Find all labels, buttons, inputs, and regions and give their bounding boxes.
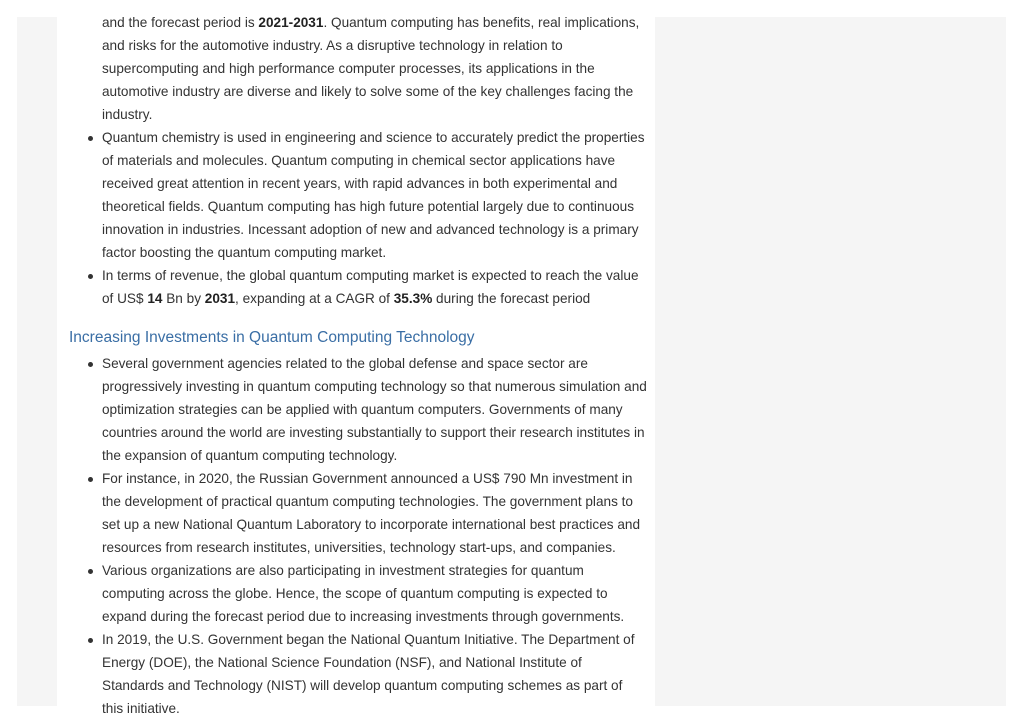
list-item-text: Quantum chemistry is used in engineering and science to accurately predict the properties of materials and molecules. Quantum computing in chemical sector applications have received great attention in recent years, with rapid advances in both experimental and theoretical fields. Quantum computing has high future potential largely due to continuous innovation in industries. Incessant adoption of new and advanced technology is a primary factor boosting the quantum computing market. (102, 130, 645, 260)
left-gutter (17, 17, 57, 706)
bullet-list-top (57, 126, 647, 310)
list-item-text: In terms of revenue, the global quantum computing market is expected to reach the value of US$ (102, 268, 639, 306)
list-item (57, 628, 647, 720)
bullet-icon (88, 569, 93, 574)
market-value: 14 (147, 291, 163, 306)
lead-text-2: . Quantum computing has benefits, real implications, and risks for the automotive industry. As a disruptive technology in relation to supercomputing and high performance computer processes, its applications in the automotive industry are diverse and likely to solve some of the key challenges facing the industry. (102, 15, 640, 122)
bullet-icon (88, 477, 93, 482)
list-item-text: For instance, in 2020, the Russian Government announced a US$ 790 Mn investment in the development of practical quantum computing technologies. The government plans to set up a new National Quantum Laboratory to incorporate international best practices and resources from research institutes, universities, technology start-ups, and companies. (102, 471, 641, 555)
bullet-icon (88, 136, 93, 141)
list-item (57, 559, 647, 628)
list-item-text: during the forecast period (432, 291, 591, 306)
list-item (57, 126, 647, 264)
lead-text-1: and the forecast period is (102, 15, 259, 30)
lead-paragraph (102, 11, 647, 126)
bullet-icon (88, 274, 93, 279)
bullet-list-section (57, 352, 647, 720)
list-item (57, 352, 647, 467)
bullet-icon (88, 362, 93, 367)
section-heading: Increasing Investments in Quantum Computing Technology (69, 329, 475, 346)
list-item (57, 467, 647, 559)
list-item-text: In 2019, the U.S. Government began the National Quantum Initiative. The Department of Energy (DOE), the National Science Foundation (NSF), and National Institute of Standards and Technology (NIST) will develop quantum computing schemes as part of this initiative. (102, 632, 635, 716)
list-item-text: Several government agencies related to the global defense and space sector are progressively investing in quantum computing technology so that numerous simulation and optimization strategies can be applied with quantum computers. Governments of many countries around the world are investing substantially to support their research institutes in the expansion of quantum computing technology. (102, 356, 647, 463)
sidebar-panel (655, 17, 1006, 706)
list-item-text: Various organizations are also participating in investment strategies for quantum computing across the globe. Hence, the scope of quantum computing is expected to expand during the forecast period due to increasing investments through governments. (102, 563, 625, 624)
cagr-value: 35.3% (393, 291, 433, 306)
bullet-icon (88, 638, 93, 643)
list-item-text: , expanding at a CAGR of (235, 291, 394, 306)
forecast-period-value: 2021-2031 (258, 15, 324, 30)
article-content (57, 15, 655, 716)
list-item-text: Bn by (162, 291, 205, 306)
list-item (57, 264, 647, 310)
target-year: 2031 (204, 291, 236, 306)
